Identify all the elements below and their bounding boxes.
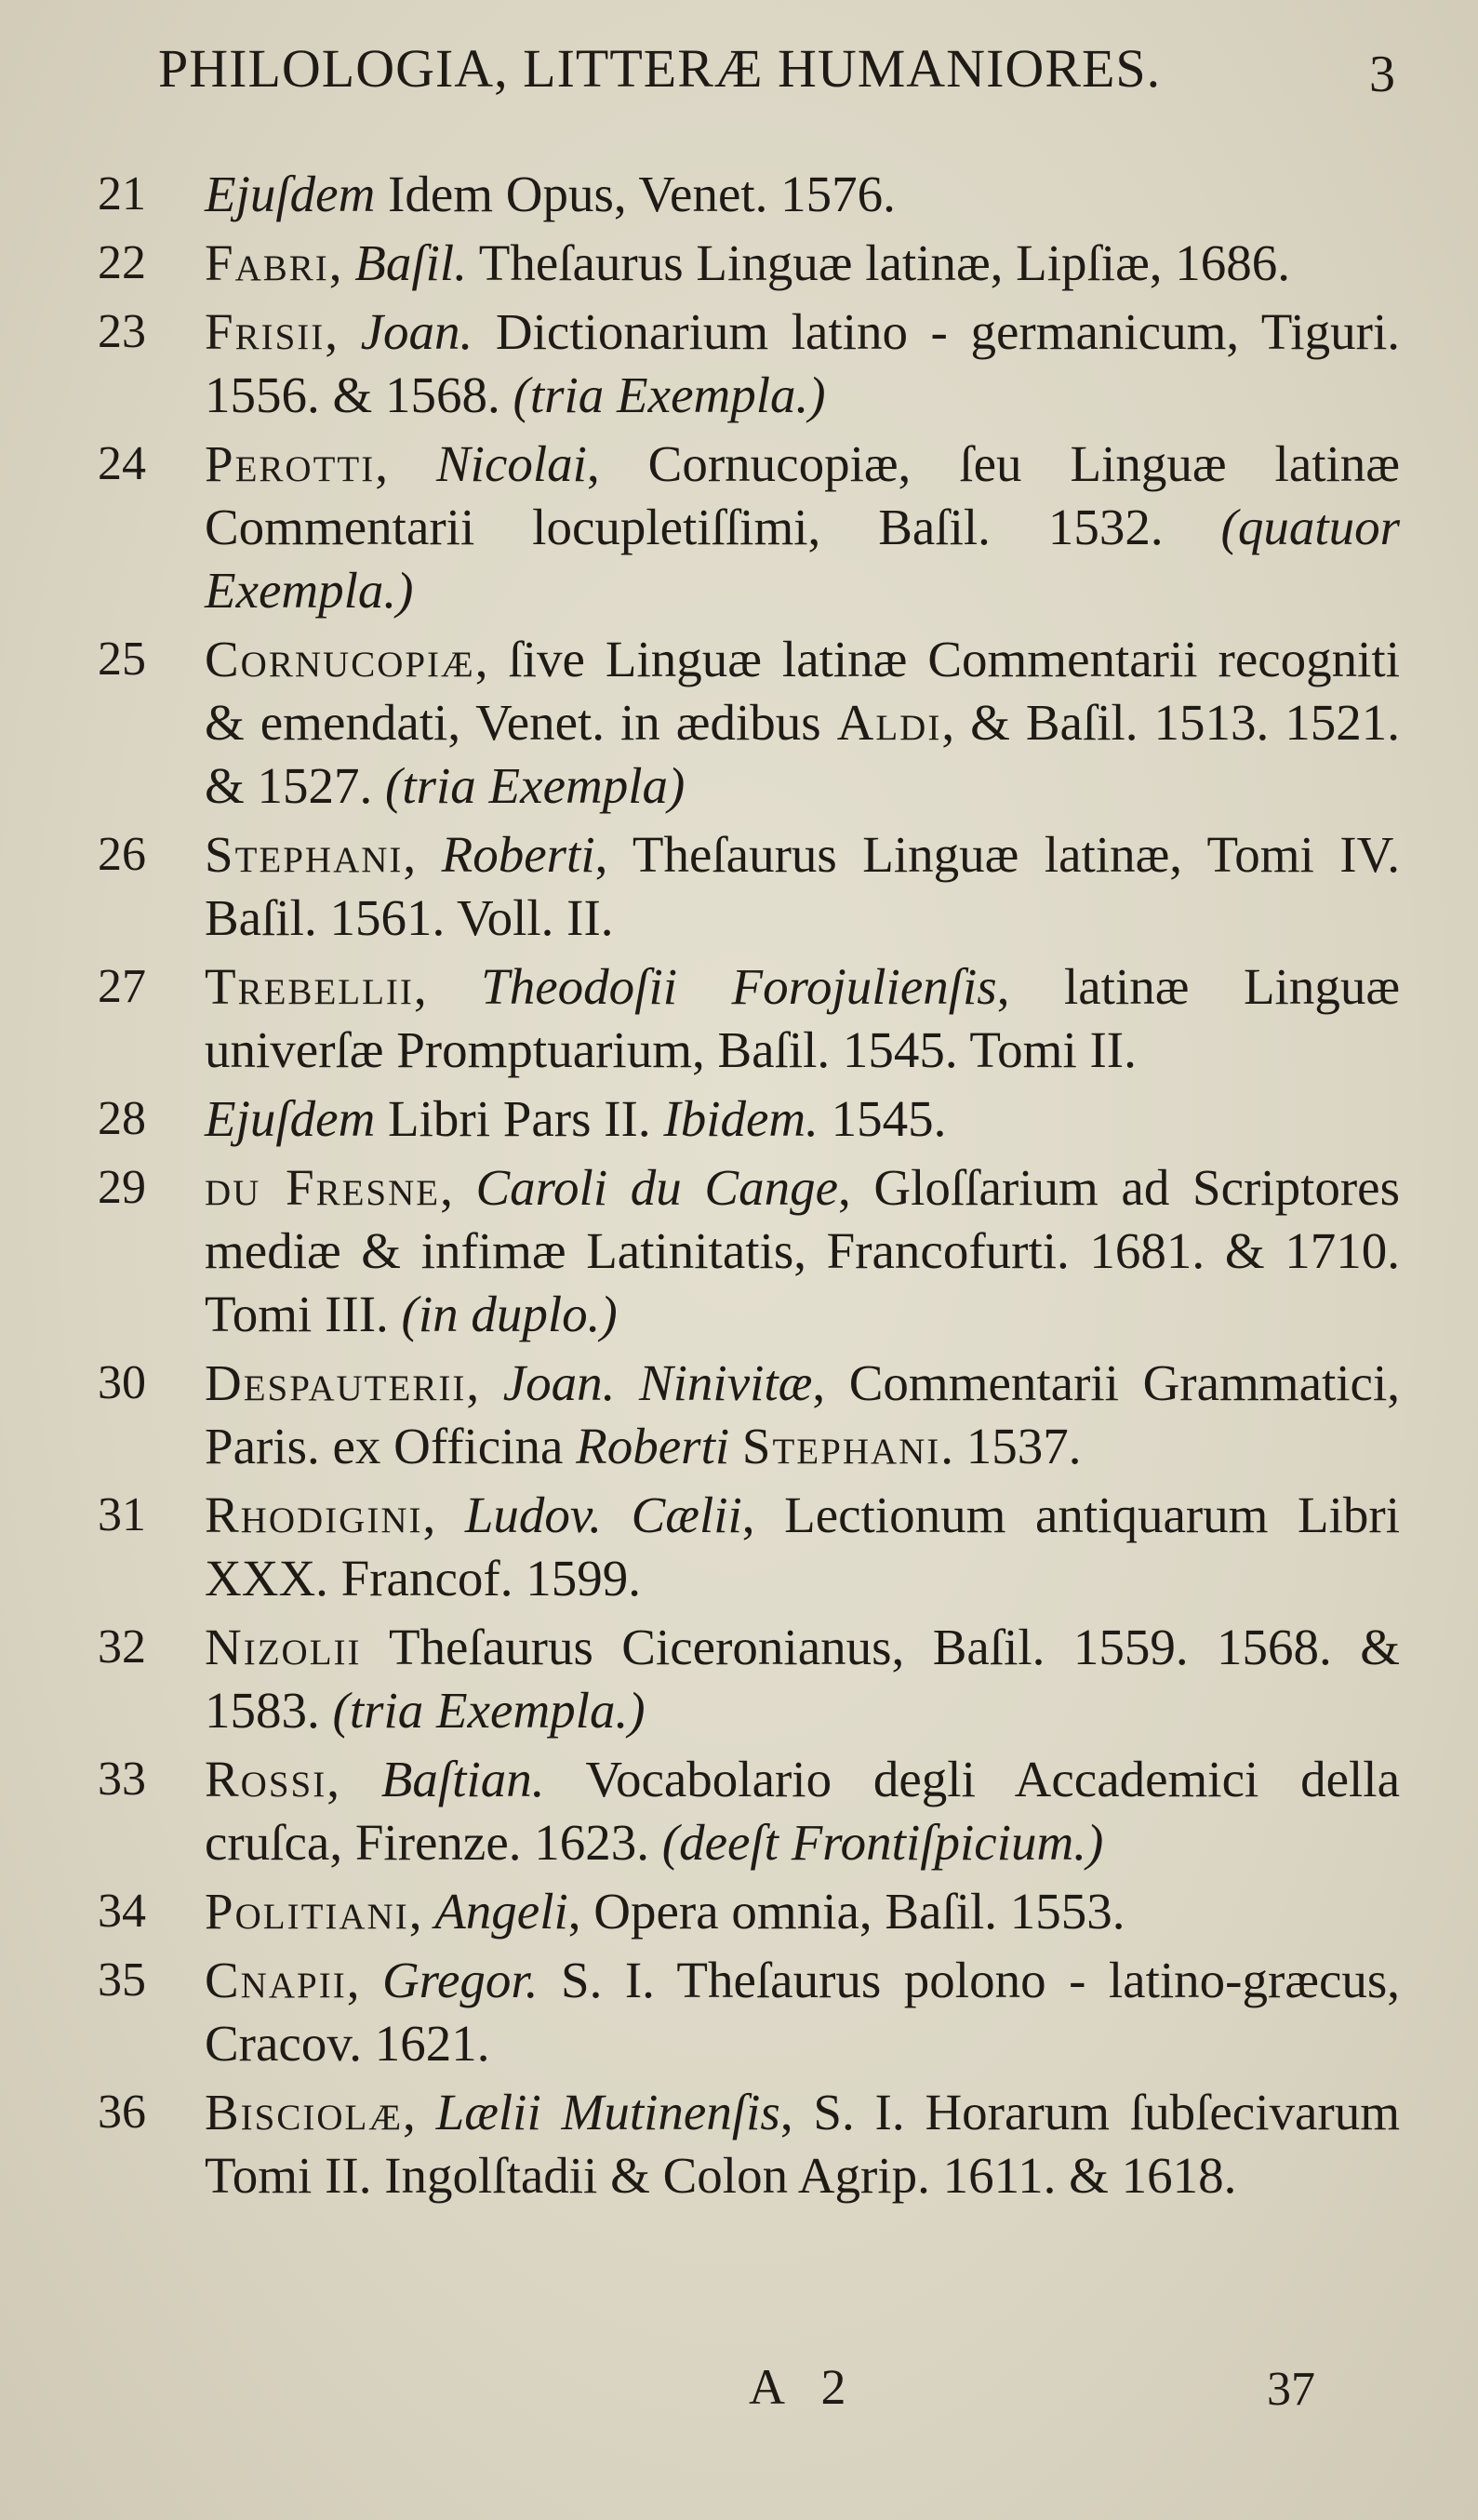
entry-text-fragment: , Opera omnia, Baſil. 1553. xyxy=(567,1883,1125,1940)
running-header xyxy=(158,37,1395,121)
entry-text-fragment xyxy=(729,1418,742,1474)
entry-text-fragment: , xyxy=(326,1751,381,1807)
entry-text xyxy=(205,433,1400,622)
author-name: du Fresne xyxy=(205,1159,441,1216)
italic-text: Angeli xyxy=(434,1883,568,1940)
entry-text xyxy=(205,955,1400,1082)
entry-text-fragment: , Commentarii Grammatici, Paris. ex Officina xyxy=(205,1354,1401,1474)
author-name: Rossi xyxy=(205,1751,327,1807)
entry-text-fragment: . 1537. xyxy=(940,1418,1082,1474)
entry-number: 29 xyxy=(98,1161,146,1214)
entry-text-fragment: , ſive Linguæ latinæ Commentarii recogniti & emendati, Venet. in ædibus xyxy=(205,631,1400,751)
entry-text xyxy=(205,300,1400,427)
catalogue-entry xyxy=(98,1748,1400,1874)
entry-number: 24 xyxy=(98,437,146,490)
catalogue-entry xyxy=(98,1949,1400,2075)
author-name: Cornucopiæ xyxy=(205,631,475,687)
entry-number: 35 xyxy=(98,1953,146,2007)
author-name: Trebellii xyxy=(205,958,414,1015)
author-name: Despauterii xyxy=(205,1354,467,1411)
italic-text: Ibidem. xyxy=(663,1090,819,1147)
page-title: PHILOLOGIA, LITTERÆ HUMANIORES. xyxy=(158,38,1162,99)
author-name: Politiani xyxy=(205,1883,409,1940)
entry-text xyxy=(205,232,1400,295)
entry-text-fragment: , xyxy=(408,1883,435,1940)
entry-number: 23 xyxy=(98,305,146,358)
italic-text: (tria Exempla.) xyxy=(513,367,826,423)
catalogue-entry xyxy=(98,628,1400,818)
entry-text xyxy=(205,1949,1400,2075)
entry-number: 28 xyxy=(98,1092,146,1145)
entry-text-fragment: , xyxy=(466,1354,503,1411)
entry-text-fragment: , xyxy=(413,958,482,1015)
entry-text-fragment: Theſaurus Ciceronianus, Baſil. 1559. 1568. & 1583. xyxy=(205,1619,1400,1739)
italic-text: (in duplo.) xyxy=(401,1286,618,1342)
entry-text xyxy=(205,1484,1400,1610)
author-name: Nizolii xyxy=(205,1619,362,1675)
entry-text xyxy=(205,1352,1400,1478)
entry-text-fragment: , Lectionum antiquarum Libri XXX. Francof. 1599. xyxy=(205,1487,1401,1607)
catalogue-entry xyxy=(98,1880,1400,1943)
catalogue-entry xyxy=(98,232,1400,295)
italic-text: Joan. Ninivitæ xyxy=(502,1354,813,1411)
author-name: Aldi xyxy=(836,694,942,751)
entry-text-fragment: , Cornucopiæ, ſeu Linguæ latinæ Commentarii locupletiſſimi, Baſil. 1532. xyxy=(205,435,1400,555)
entry-text-fragment: , xyxy=(346,1952,382,2008)
italic-text: Ludov. Cælii xyxy=(464,1487,742,1543)
italic-text: (quatuor Exempla.) xyxy=(205,499,1400,619)
author-name: Cnapii xyxy=(205,1952,347,2008)
italic-text: (tria Exempla.) xyxy=(332,1682,646,1739)
entry-text-fragment: , xyxy=(325,303,361,360)
page-number: 3 xyxy=(1369,46,1395,103)
entry-number: 27 xyxy=(98,960,146,1013)
italic-text: Roberti xyxy=(441,826,595,883)
catalogue-entries xyxy=(98,163,1400,2213)
author-name: Perotti xyxy=(205,435,376,492)
entry-text xyxy=(205,1616,1400,1742)
entry-number: 34 xyxy=(98,1885,146,1938)
entry-text-fragment: Libri Pars II. xyxy=(375,1090,664,1147)
catalogue-entry xyxy=(98,433,1400,622)
entry-text xyxy=(205,1087,1400,1151)
catchword: 37 xyxy=(1267,2363,1315,2416)
entry-text xyxy=(205,2081,1400,2207)
entry-text xyxy=(205,1156,1400,1346)
entry-text-fragment: , S. I. Horarum ſubſecivarum Tomi II. Ingolſtadii & Colon Agrip. 1611. & 1618. xyxy=(205,2084,1400,2204)
author-name: Rhodigini xyxy=(205,1487,423,1543)
catalogue-entry xyxy=(98,163,1400,226)
italic-text: Joan. xyxy=(360,303,473,360)
italic-text: Baſtian. xyxy=(380,1751,545,1807)
entry-text-fragment: , Gloſſarium ad Scriptores mediæ & infimæ Latinitatis, Francofurti. 1681. & 1710. Tomi III. xyxy=(205,1159,1400,1342)
catalogue-entry xyxy=(98,1484,1400,1610)
italic-text: (tria Exempla) xyxy=(385,757,686,814)
catalogue-entry xyxy=(98,955,1400,1082)
entry-text-fragment: Vocabolario degli Accademici della cruſca, Firenze. 1623. xyxy=(205,1751,1400,1871)
italic-text: Ejuſdem xyxy=(205,1090,376,1147)
catalogue-entry xyxy=(98,2081,1400,2207)
italic-text: Roberti xyxy=(576,1418,730,1474)
entry-number: 26 xyxy=(98,828,146,881)
entry-text-fragment: , xyxy=(422,1487,465,1543)
entry-text xyxy=(205,163,1400,226)
entry-text-fragment: Dictionarium latino - germanicum, Tiguri. 1556. & 1568. xyxy=(205,303,1400,423)
italic-text: Caroli du Cange xyxy=(475,1159,839,1216)
italic-text: Lælii Mutinenſis xyxy=(435,2084,780,2140)
entry-number: 30 xyxy=(98,1356,146,1409)
italic-text: Baſil. xyxy=(354,234,467,291)
page-footer xyxy=(0,2358,1478,2433)
entry-text xyxy=(205,1748,1400,1874)
entry-text-fragment: , xyxy=(403,2084,436,2140)
catalogue-entry xyxy=(98,1616,1400,1742)
italic-text: Theodoſii Forojulienſis xyxy=(481,958,997,1015)
catalogue-entry xyxy=(98,1156,1400,1346)
italic-text: Ejuſdem xyxy=(205,166,376,222)
italic-text: Gregor. xyxy=(381,1952,539,2008)
entry-text-fragment: Theſaurus Linguæ latinæ, Lipſiæ, 1686. xyxy=(466,234,1291,291)
catalogue-entry xyxy=(98,1352,1400,1478)
entry-text-fragment: Idem Opus, Venet. 1576. xyxy=(375,166,896,222)
entry-text-fragment: , xyxy=(375,435,436,492)
entry-number: 21 xyxy=(98,167,146,220)
italic-text: (deeſt Frontiſpicium.) xyxy=(661,1814,1104,1871)
author-name: Frisii xyxy=(205,303,326,360)
entry-text-fragment: , xyxy=(440,1159,476,1216)
entry-number: 22 xyxy=(98,236,146,289)
author-name: Bisciolæ xyxy=(205,2084,404,2140)
entry-text-fragment: 1545. xyxy=(818,1090,947,1147)
author-name: Fabri xyxy=(205,234,329,291)
author-name: Stephani xyxy=(741,1418,941,1474)
entry-number: 31 xyxy=(98,1488,146,1541)
entry-text-fragment: , & Baſil. 1513. 1521. & 1527. xyxy=(205,694,1400,814)
catalogue-entry xyxy=(98,1087,1400,1151)
entry-text-fragment: , latinæ Linguæ univerſæ Promptuarium, Baſil. 1545. Tomi II. xyxy=(205,958,1401,1078)
author-name: Stephani xyxy=(205,826,404,883)
signature-mark: A 2 xyxy=(749,2359,859,2415)
entry-text xyxy=(205,628,1400,818)
entry-text-fragment: , xyxy=(328,234,355,291)
catalogue-entry xyxy=(98,300,1400,427)
entry-number: 33 xyxy=(98,1753,146,1806)
catalogue-entry xyxy=(98,823,1400,950)
entry-text-fragment: S. I. Theſaurus polono - latino-græcus, Cracov. 1621. xyxy=(205,1952,1401,2072)
italic-text: Nicolai xyxy=(435,435,587,492)
entry-number: 25 xyxy=(98,633,146,686)
entry-text-fragment: , xyxy=(403,826,442,883)
entry-number: 32 xyxy=(98,1620,146,1673)
entry-text-fragment: , Theſaurus Linguæ latinæ, Tomi IV. Baſil. 1561. Voll. II. xyxy=(205,826,1400,946)
entry-text xyxy=(205,1880,1400,1943)
entry-text xyxy=(205,823,1400,950)
entry-number: 36 xyxy=(98,2086,146,2139)
